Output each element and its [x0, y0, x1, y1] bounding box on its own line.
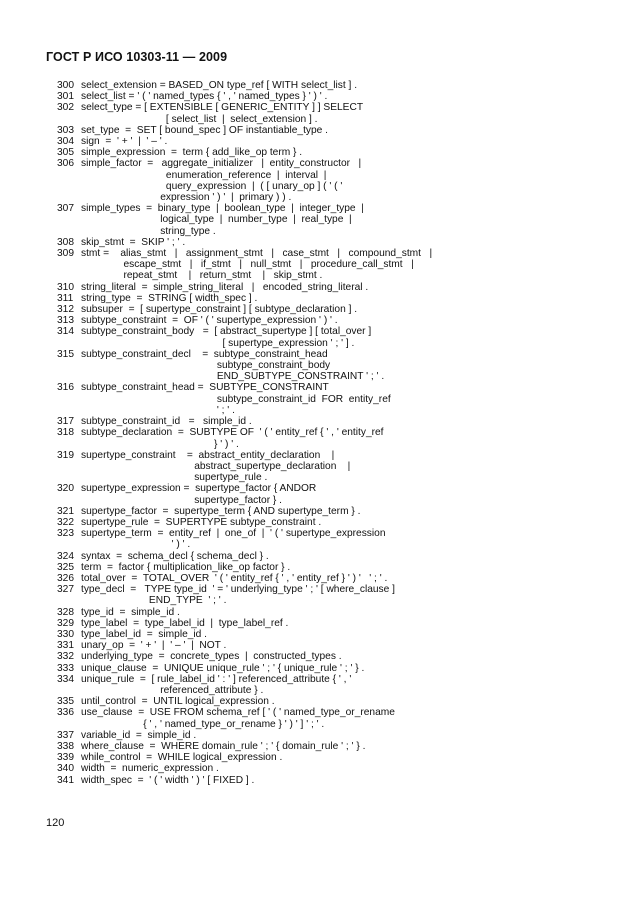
rule-number: 316 [57, 382, 74, 394]
rule-text [81, 102, 606, 124]
syntax-rule [46, 607, 606, 618]
rule-text [81, 763, 606, 774]
rule-line: ' ; ' . [81, 404, 235, 416]
syntax-rule [46, 147, 606, 158]
rule-text [81, 775, 606, 786]
rule-number: 315 [57, 348, 74, 360]
rule-text [81, 304, 606, 315]
rule-line: simple_types = binary_type | boolean_type | integer_type | [81, 203, 364, 215]
rule-number: 317 [57, 416, 74, 428]
rule-text [81, 607, 606, 618]
rule-text [81, 562, 606, 573]
syntax-rule [46, 528, 606, 550]
rule-line: simple_factor = aggregate_initializer | entity_constructor | [81, 158, 362, 170]
rule-number: 331 [57, 640, 74, 652]
rule-text [81, 203, 606, 237]
syntax-rule [46, 136, 606, 147]
rule-text [81, 663, 606, 674]
rule-line: subtype_constraint_body = [ abstract_supertype ] [ total_over ] [81, 326, 372, 338]
rule-number: 332 [57, 651, 74, 663]
rule-text [81, 147, 606, 158]
rule-text [81, 382, 606, 416]
rule-number: 321 [57, 505, 74, 517]
rule-number: 319 [57, 449, 74, 461]
rule-number: 327 [57, 584, 74, 596]
rule-text [81, 741, 606, 752]
rule-text [81, 136, 606, 147]
rule-line: select_type = [ EXTENSIBLE [ GENERIC_ENTITY ] ] SELECT [81, 102, 364, 114]
rule-number: 338 [57, 740, 74, 752]
rule-text [81, 517, 606, 528]
rule-number: 305 [57, 147, 74, 159]
rule-number: 312 [57, 304, 74, 316]
page-number: 120 [46, 817, 65, 829]
rule-line: string_type . [81, 225, 216, 237]
rule-text [81, 528, 606, 550]
rule-line: expression ' ) ' | primary ) ) . [81, 192, 292, 204]
rule-line: referenced_attribute } . [81, 684, 264, 696]
rule-number: 320 [57, 483, 74, 495]
rule-text [81, 506, 606, 517]
rule-line: subtype_constraint = OF ' ( ' supertype_expression ' ) ' . [81, 315, 338, 327]
rule-line: supertype_rule . [81, 472, 268, 484]
rule-line: supertype_factor = supertype_term { AND supertype_term } . [81, 505, 361, 517]
rule-number: 309 [57, 248, 74, 260]
syntax-rule [46, 427, 606, 449]
rule-text [81, 551, 606, 562]
rule-line: type_label = type_label_id | type_label_ref . [81, 617, 289, 629]
syntax-rule [46, 293, 606, 304]
rule-number: 326 [57, 572, 74, 584]
rule-line: subtype_constraint_id FOR entity_ref [81, 393, 391, 405]
rule-line: while_control = WHILE logical_expression . [81, 752, 283, 764]
rule-text [81, 248, 606, 282]
rule-line: subsuper = [ supertype_constraint ] [ subtype_declaration ] . [81, 304, 358, 316]
rule-line: string_type = STRING [ width_spec ] . [81, 292, 258, 304]
rule-line: type_decl = TYPE type_id ' = ' underlying_type ' ; ' [ where_clause ] [81, 584, 395, 596]
rule-line: supertype_expression = supertype_factor { ANDOR [81, 483, 317, 495]
rule-line: } ' ) ' . [81, 438, 239, 450]
rule-line: sign = ' + ' | ' – ' . [81, 136, 168, 148]
rule-line: simple_expression = term { add_like_op term } . [81, 147, 303, 159]
rule-number: 336 [57, 707, 74, 719]
rule-line: { ' , ' named_type_or_rename } ' ) ' ] ' ; ' . [81, 718, 325, 730]
syntax-rule [46, 752, 606, 763]
rule-text [81, 629, 606, 640]
rule-line: logical_type | number_type | real_type | [81, 214, 352, 226]
rule-line: string_literal = simple_string_literal | encoded_string_literal . [81, 281, 369, 293]
rule-line: set_type = SET [ bound_spec ] OF instantiable_type . [81, 124, 329, 136]
rule-line: supertype_constraint = abstract_entity_declaration | [81, 449, 335, 461]
rule-number: 301 [57, 91, 74, 103]
rule-number: 334 [57, 673, 74, 685]
syntax-rule [46, 382, 606, 416]
rule-number: 324 [57, 550, 74, 562]
rule-text [81, 674, 606, 696]
rule-line: repeat_stmt | return_stmt | skip_stmt . [81, 270, 323, 282]
rule-number: 313 [57, 315, 74, 327]
rule-number: 329 [57, 617, 74, 629]
syntax-rules-list [46, 80, 606, 786]
rule-line: total_over = TOTAL_OVER ' ( ' entity_ref { ' , ' entity_ref } ' ) ' ' ; ' . [81, 572, 388, 584]
syntax-rule [46, 315, 606, 326]
syntax-rule [46, 696, 606, 707]
rule-number: 323 [57, 528, 74, 540]
rule-text [81, 707, 606, 729]
rule-number: 325 [57, 561, 74, 573]
rule-text [81, 427, 606, 449]
rule-line: query_expression | ( [ unary_op ] ( ' ( ' [81, 180, 343, 192]
syntax-rule [46, 91, 606, 102]
rule-number: 311 [57, 292, 74, 304]
rule-line: supertype_factor } . [81, 494, 282, 506]
rule-line: use_clause = USE FROM schema_ref [ ' ( ' named_type_or_rename [81, 707, 395, 719]
rule-line: stmt = alias_stmt | assignment_stmt | case_stmt | compound_stmt | [81, 248, 433, 260]
rule-number: 341 [57, 774, 74, 786]
rule-line: subtype_constraint_head = SUBTYPE_CONSTRAINT [81, 382, 329, 394]
rule-line: width = numeric_expression . [81, 763, 219, 775]
rule-text [81, 640, 606, 651]
syntax-rule [46, 741, 606, 752]
rule-number: 310 [57, 281, 74, 293]
rule-text [81, 282, 606, 293]
rule-line: unary_op = ' + ' | ' – ' | NOT . [81, 640, 227, 652]
syntax-rule [46, 730, 606, 741]
document-header: ГОСТ Р ИСО 10303-11 — 2009 [46, 50, 228, 64]
syntax-rule [46, 573, 606, 584]
rule-line: subtype_declaration = SUBTYPE OF ' ( ' entity_ref { ' , ' entity_ref [81, 427, 384, 439]
rule-line: END_TYPE ' ; ' . [81, 595, 227, 607]
syntax-rule [46, 562, 606, 573]
syntax-rule [46, 203, 606, 237]
syntax-rule [46, 237, 606, 248]
rule-text [81, 326, 606, 348]
rule-line: escape_stmt | if_stmt | null_stmt | procedure_call_stmt | [81, 259, 414, 271]
rule-number: 322 [57, 516, 74, 528]
rule-number: 306 [57, 158, 74, 170]
rule-number: 328 [57, 606, 74, 618]
syntax-rule [46, 517, 606, 528]
rule-text [81, 618, 606, 629]
syntax-rule [46, 416, 606, 427]
syntax-rule [46, 326, 606, 348]
rule-line: subtype_constraint_body [81, 360, 331, 372]
rule-text [81, 315, 606, 326]
rule-text [81, 752, 606, 763]
rule-text [81, 696, 606, 707]
syntax-rule [46, 618, 606, 629]
syntax-rule [46, 483, 606, 505]
rule-text [81, 158, 606, 203]
syntax-rule [46, 158, 606, 203]
rule-text [81, 651, 606, 662]
rule-line: unique_rule = [ rule_label_id ' : ' ] referenced_attribute { ' , ' [81, 673, 352, 685]
rule-text [81, 293, 606, 304]
rule-text [81, 125, 606, 136]
rule-number: 337 [57, 729, 74, 741]
rule-text [81, 573, 606, 584]
syntax-rule [46, 506, 606, 517]
syntax-rule [46, 629, 606, 640]
syntax-rule [46, 248, 606, 282]
rule-text [81, 349, 606, 383]
rule-line: unique_clause = UNIQUE unique_rule ' ; ' { unique_rule ' ; ' } . [81, 662, 365, 674]
syntax-rule [46, 584, 606, 606]
rule-text [81, 91, 606, 102]
rule-text [81, 483, 606, 505]
rule-text [81, 416, 606, 427]
rule-line: subtype_constraint_decl = subtype_constraint_head [81, 348, 328, 360]
rule-line: enumeration_reference | interval | [81, 169, 327, 181]
rule-number: 302 [57, 102, 74, 114]
rule-number: 304 [57, 136, 74, 148]
syntax-rule [46, 663, 606, 674]
rule-line: subtype_constraint_id = simple_id . [81, 416, 252, 428]
rule-number: 300 [57, 80, 74, 91]
rule-line: type_id = simple_id . [81, 606, 180, 618]
rule-line: underlying_type = concrete_types | constructed_types . [81, 651, 342, 663]
rule-number: 340 [57, 763, 74, 775]
syntax-rule [46, 80, 606, 91]
syntax-rule [46, 763, 606, 774]
rule-line: width_spec = ' ( ' width ' ) ' [ FIXED ] . [81, 774, 255, 786]
rule-line: [ select_list | select_extension ] . [81, 113, 318, 125]
rule-line: abstract_supertype_declaration | [81, 460, 351, 472]
rule-text [81, 584, 606, 606]
syntax-rule [46, 640, 606, 651]
rule-line: variable_id = simple_id . [81, 729, 197, 741]
rule-line: select_extension = BASED_ON type_ref [ WITH select_list ] . [81, 80, 358, 91]
rule-line: type_label_id = simple_id . [81, 628, 208, 640]
rule-line: END_SUBTYPE_CONSTRAINT ' ; ' . [81, 371, 385, 383]
rule-text [81, 450, 606, 484]
rule-number: 339 [57, 752, 74, 764]
rule-number: 308 [57, 236, 74, 248]
rule-line: supertype_term = entity_ref | one_of | ' ( ' supertype_expression [81, 528, 386, 540]
rule-number: 314 [57, 326, 74, 338]
rule-line: term = factor { multiplication_like_op factor } . [81, 561, 291, 573]
rule-number: 335 [57, 696, 74, 708]
rule-text [81, 730, 606, 741]
rule-line: skip_stmt = SKIP ' ; ' . [81, 236, 186, 248]
rule-number: 303 [57, 124, 74, 136]
syntax-rule [46, 551, 606, 562]
rule-line: select_list = ' ( ' named_types { ' , ' named_types } ' ) ' . [81, 91, 328, 103]
rule-line: where_clause = WHERE domain_rule ' ; ' { domain_rule ' ; ' } . [81, 740, 366, 752]
syntax-rule [46, 349, 606, 383]
rule-line: until_control = UNTIL logical_expression . [81, 696, 275, 708]
syntax-rule [46, 450, 606, 484]
syntax-rule [46, 674, 606, 696]
rule-line: supertype_rule = SUPERTYPE subtype_constraint . [81, 516, 322, 528]
syntax-rule [46, 651, 606, 662]
syntax-rule [46, 282, 606, 293]
rule-line: ' ) ' . [81, 539, 191, 551]
syntax-rule [46, 775, 606, 786]
syntax-rule [46, 102, 606, 124]
rule-text [81, 80, 606, 91]
rule-number: 330 [57, 628, 74, 640]
rule-number: 318 [57, 427, 74, 439]
rule-line: [ supertype_expression ' ; ' ] . [81, 337, 355, 349]
rule-number: 307 [57, 203, 74, 215]
syntax-rule [46, 707, 606, 729]
rule-number: 333 [57, 662, 74, 674]
syntax-rule [46, 125, 606, 136]
syntax-rule [46, 304, 606, 315]
rule-line: syntax = schema_decl { schema_decl } . [81, 550, 269, 562]
rule-text [81, 237, 606, 248]
